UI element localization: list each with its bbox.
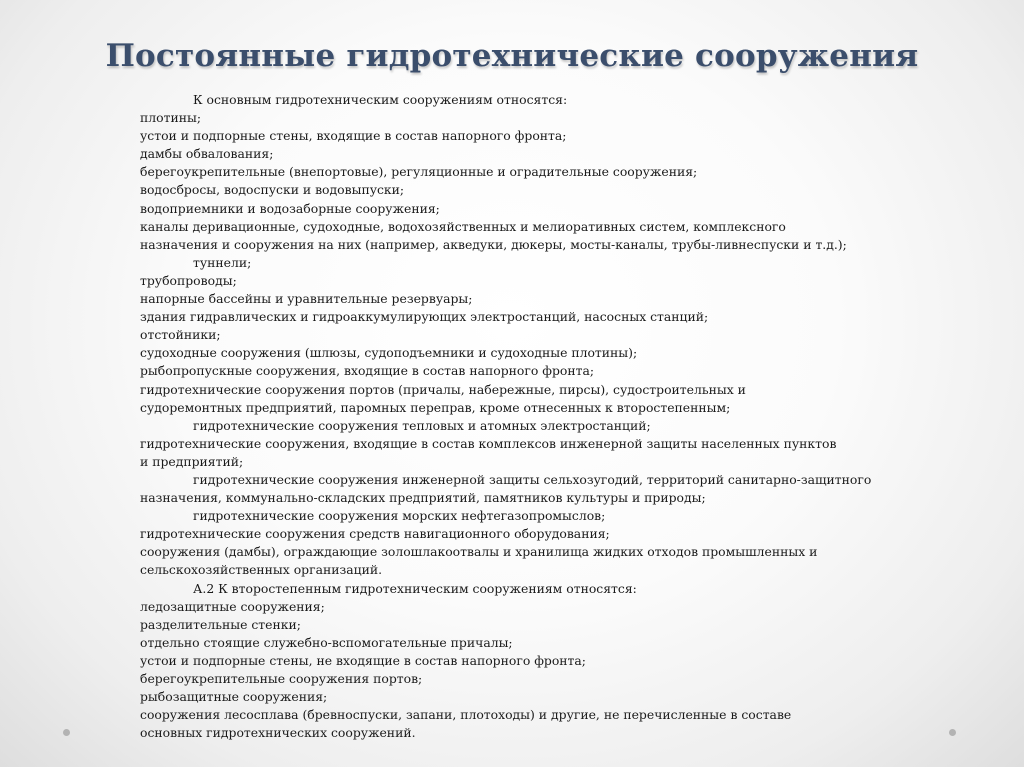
body-paragraph <box>140 507 940 561</box>
slide-body <box>140 91 940 742</box>
body-line: здания гидравлических и гидроаккумулирующих электростанций, насосных станций; <box>140 309 709 325</box>
body-line: разделительные стенки; <box>140 616 301 632</box>
body-line: судоходные сооружения (шлюзы, судоподъемники и судоходные плотины); <box>140 345 638 361</box>
body-line: сооружения лесосплава (бревноспуски, запани, плотоходы) и другие, не перечисленные в составе <box>140 707 792 723</box>
body-line: и предприятий; <box>140 453 244 469</box>
body-line: гидротехнические сооружения, входящие в состав комплексов инженерной защиты населенных пунктов <box>140 435 837 451</box>
body-paragraph <box>140 91 940 236</box>
body-line: назначения и сооружения на них (например, акведуки, дюкеры, мосты-каналы, трубы-ливнеспуски и т.д.); <box>140 236 847 252</box>
body-line: А.2 К второстепенным гидротехническим сооружениям относятся: <box>193 580 637 596</box>
body-line: гидротехнические сооружения инженерной защиты сельхозугодий, территорий санитарно-защитного <box>193 471 872 487</box>
body-line: рыбопропускные сооружения, входящие в состав напорного фронта; <box>140 363 595 379</box>
body-line: водоприемники и водозаборные сооружения; <box>140 200 440 216</box>
slide-title: Постоянные гидротехнические сооружения <box>105 38 919 74</box>
body-line: гидротехнические сооружения морских нефтегазопромыслов; <box>193 508 606 524</box>
body-line: сельскохозяйственных организаций. <box>140 562 383 578</box>
body-line: гидротехнические сооружения средств навигационного оборудования; <box>140 526 610 542</box>
body-line: устои и подпорные стены, не входящие в состав напорного фронта; <box>140 652 586 668</box>
body-line: дамбы обвалования; <box>140 146 274 162</box>
body-line: назначения, коммунально-складских предприятий, памятников культуры и природы; <box>140 490 706 506</box>
body-line: гидротехнические сооружения тепловых и атомных электростанций; <box>193 417 651 433</box>
body-line: плотины; <box>140 110 201 126</box>
body-paragraph <box>140 254 940 399</box>
body-line: отстойники; <box>140 327 221 343</box>
body-line: берегоукрепительные сооружения портов; <box>140 671 423 686</box>
body-line: К основным гидротехническим сооружениям относятся: <box>193 92 568 107</box>
body-line: туннели; <box>193 254 252 270</box>
decorative-dot-right-icon <box>949 729 956 736</box>
body-line: напорные бассейны и уравнительные резервуары; <box>140 291 473 307</box>
body-line: ледозащитные сооружения; <box>140 598 325 614</box>
body-line: трубопроводы; <box>140 272 237 288</box>
body-line: основных гидротехнических сооружений. <box>140 725 416 741</box>
body-line: берегоукрепительные (внепортовые), регуляционные и оградительные сооружения; <box>140 164 698 180</box>
body-line: каналы деривационные, судоходные, водохозяйственных и мелиоративных систем, комплексного <box>140 218 786 234</box>
body-line: судоремонтных предприятий, паромных переправ, кроме отнесенных к второстепенным; <box>140 399 731 415</box>
body-line: рыбозащитные сооружения; <box>140 689 328 705</box>
decorative-dot-left-icon <box>63 729 70 736</box>
body-line: сооружения (дамбы), ограждающие золошлакоотвалы и хранилища жидких отходов промышленных и <box>140 544 818 560</box>
body-paragraph <box>140 580 940 725</box>
body-line: отдельно стоящие служебно-вспомогательные причалы; <box>140 634 513 650</box>
body-paragraph <box>140 417 940 453</box>
body-line: устои и подпорные стены, входящие в состав напорного фронта; <box>140 128 567 144</box>
body-paragraph <box>140 471 940 489</box>
body-line: гидротехнические сооружения портов (причалы, набережные, пирсы), судостроительных и <box>140 381 746 397</box>
body-line: водосбросы, водоспуски и водовыпуски; <box>140 182 405 198</box>
